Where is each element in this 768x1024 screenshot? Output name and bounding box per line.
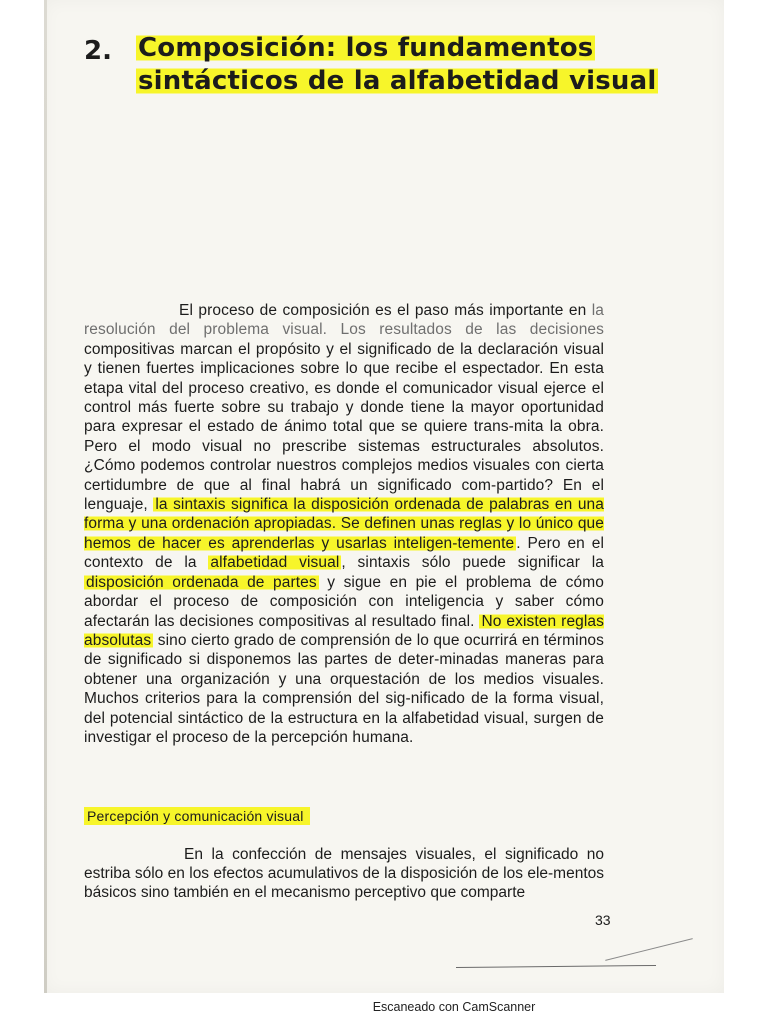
footer-rule xyxy=(456,965,656,968)
body-text-segment: compositivas marcan el propósito y el significado de la declaración xyxy=(84,340,564,358)
highlight-ordered-parts: disposición ordenada de partes xyxy=(86,573,317,591)
body-text-segment-faded: la resolución del problema visual. Los resultados de las decisiones xyxy=(84,302,604,339)
chapter-title-highlight: Composición: los fundamentos sintácticos de la alfabetidad visual xyxy=(138,33,657,96)
body-text-segment: y sigue en pie el problema de cómo abordar el proceso de composición con inteligencia y saber cómo afectarán las decisiones compositivas al resultado final. xyxy=(84,573,604,630)
section-text-body: En la confección de mensajes visuales, el significado no estriba sólo en los efectos acumulativos de la disposición de los ele-mentos básicos sino también en el mecanismo perceptivo que comparte xyxy=(84,846,604,901)
body-text-segment: oportunidad para expresar el estado de ánimo total que se quiere trans-mita la obra. Pero el modo visual no prescribe sistemas estructurales absolutos. ¿Cómo podemos controlar nuestros complejos medios visuales con cierta certidumbre de que al final habrá un significado com-partido? En el lenguaje, xyxy=(84,399,604,514)
body-text-segment: visual y tienen fuertes implicaciones sobre lo que recibe el espectador. xyxy=(84,340,604,378)
section-heading-highlight: Percepción y comunicación visual xyxy=(84,805,310,827)
body-paragraph xyxy=(84,301,604,747)
section-paragraph xyxy=(84,845,604,902)
chapter-number: 2. xyxy=(84,36,112,66)
body-text-segment: . Pero en el contexto de la xyxy=(84,534,604,572)
body-text-segment: ejerce el control más fuerte sobre su trabajo y donde tiene la mayor xyxy=(84,379,604,417)
body-text-segment: El proceso de composición es el paso más importante en xyxy=(179,302,592,319)
page-number: 33 xyxy=(595,912,611,928)
highlight-no-absolute-rules: No existen reglas absolutas xyxy=(84,612,604,649)
footer-rule-stroke xyxy=(605,938,693,961)
body-text-segment: , sintaxis sólo puede significar la xyxy=(341,554,604,572)
section-heading xyxy=(84,808,310,824)
body-text-segment: En esta etapa vital del proceso creativo, es donde el comunicador visual xyxy=(84,360,604,397)
highlight-syntax-definition: la sintaxis significa la disposición ordenada de palabras en una forma y una ordenación apropiadas. Se definen unas reglas y lo único que hemos de hacer es aprenderlas y usarlas inteligen-temente xyxy=(84,496,604,552)
scanner-watermark: Escaneado con CamScanner xyxy=(372,1000,536,1014)
chapter-title xyxy=(136,32,676,98)
body-text-segment: sino cierto grado de comprensión de lo que ocurrirá en términos de significado si disponemos las partes de deter-minadas maneras para obtener una organización y una orquestación de los medios visuales. Muchos criterios para la comprensión del sig-nificado de la forma visual, del potencial sintáctico de la estructura en la alfabetidad visual, surgen de investigar el proceso de la percepción humana. xyxy=(84,631,604,746)
highlight-visual-literacy: alfabetidad visual xyxy=(210,554,340,572)
book-page xyxy=(44,0,724,993)
